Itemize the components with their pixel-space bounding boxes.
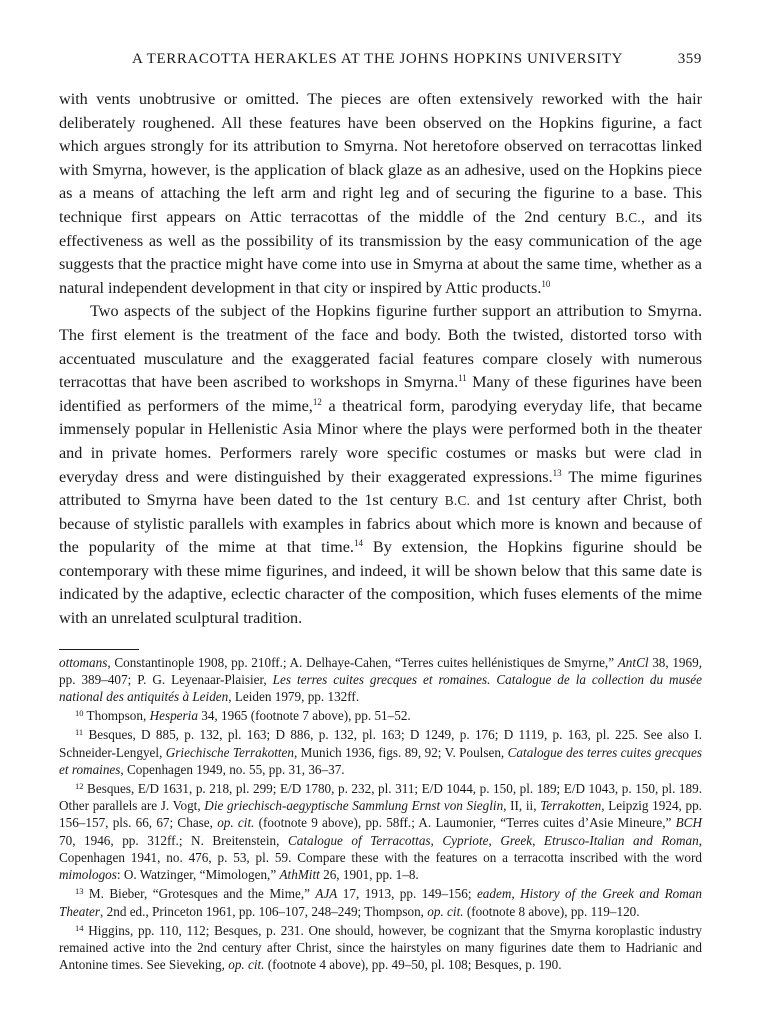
- citation-title: Griechische Terrakotten: [165, 744, 294, 760]
- p2-text-a: Two aspects of the subject of the Hopkins figurine further support an attribution to Smyrna. The first element is the treatment of the face and body. Both the twisted, distorted torso with accentuated musculature and the exaggerated facial features compare closely with numerous terracottas that have been ascribed to workshops in Smyrna.: [59, 302, 702, 392]
- footnote-text: , 2nd ed., Princeton 1961, pp. 106–107, 248–249; Thompson,: [100, 903, 428, 919]
- footnote-text: : O. Watzinger, “Mimologen,”: [116, 867, 280, 883]
- page-number: 359: [677, 51, 702, 67]
- footnote-text: , II, ii,: [503, 798, 541, 814]
- footnote-text: 26, 1901, pp. 1–8.: [319, 867, 419, 883]
- footnote-text: 70, 1946, pp. 312ff.; N. Breitenstein,: [59, 832, 288, 848]
- p2-text-d: The mime figurines attributed to Smyrna have been dated to the 1st century: [59, 467, 702, 510]
- op-cit: op. cit.: [228, 957, 265, 973]
- op-cit: op. cit.: [217, 815, 255, 831]
- citation-title: eadem, History of the Greek and Roman Theater: [59, 886, 702, 919]
- p1-text-b: , and its effectiveness as well as the possibility of its transmission by the easy communication of the age suggests that the practice might have come into use in Smyrna at about the same time, whether as a natural independent development in that city or inspired by Attic products.: [59, 207, 703, 297]
- citation-title: Catalogue des terres cuites grecques et romaines: [59, 744, 702, 777]
- footnote-number: 14: [75, 922, 84, 933]
- footnote-12: [59, 780, 702, 883]
- footnote-text: (footnote 9 above), pp. 58ff.; A. Laumonier, “Terres cuites d’Asie Mineure,”: [254, 815, 676, 831]
- footnote-text: , Leiden 1979, pp. 132ff.: [228, 689, 360, 705]
- footnote-number: 11: [75, 727, 84, 738]
- footnote-text: , Constantinople 1908, pp. 210ff.; A. Delhaye-Cahen, “Terres cuites hellénistiques de Smyrne,”: [107, 654, 618, 670]
- paragraph-2: [59, 300, 702, 630]
- citation-title: ottomans: [59, 654, 108, 670]
- footnote-text: 38, 1969, pp. 389–407; P. G. Leyenaar-Plaisier,: [59, 654, 702, 687]
- running-title: A TERRACOTTA HERAKLES AT THE JOHNS HOPKINS UNIVERSITY: [132, 51, 624, 67]
- footnote-text: Besques, E/D 1631, p. 218, pl. 299; E/D 1780, p. 232, pl. 311; E/D 1044, p. 150, pl. 189; E/D 1043, p. 150, pl. 189. Other parallels are J. Vogt,: [59, 781, 702, 814]
- running-head: [59, 51, 702, 79]
- footnote-text: 17, 1913, pp. 149–156;: [337, 886, 477, 902]
- footnote-text: Besques, D 885, p. 132, pl. 163; D 886, p. 132, pl. 163; D 1249, p. 176; D 1119, p. 163, pl. 225. See also I. Schneider-Lengyel,: [59, 727, 702, 760]
- op-cit: op. cit.: [427, 903, 464, 919]
- footnote-text: , Leipzig 1924, pp. 156–157, pls. 66, 67; Chase,: [59, 798, 702, 831]
- footnote-number: 12: [75, 781, 84, 792]
- footnote-ref-12[interactable]: 12: [312, 396, 322, 407]
- footnote-text: M. Bieber, “Grotesques and the Mime,”: [83, 886, 316, 902]
- footnote-number: 10: [75, 708, 84, 719]
- citation-title: Die griechisch-aegyptische Sammlung Ernst von Sieglin: [204, 798, 504, 814]
- p2-text-b: Many of these figurines have been identified as performers of the mime,: [59, 373, 702, 415]
- footnote-text: (footnote 8 above), pp. 119–120.: [463, 903, 640, 919]
- paragraph-1: [59, 88, 702, 300]
- journal-title: AJA: [315, 886, 338, 902]
- page: [59, 0, 702, 975]
- p2-text-e: and 1st century after Christ, both because of stylistic parallels with examples in fabrics about which more is known and because of the popularity of the mime at that time.: [59, 491, 702, 557]
- footnote-divider: [59, 649, 139, 650]
- p1-text-a: with vents unobtrusive or omitted. The pieces are often extensively reworked with the hair deliberately roughened. All these features have been observed on the Hopkins figurine, a fact which argues strongly for its attribution to Smyrna. Not heretofore observed on terracottas linked with Smyrna, however, is the application of black glaze as an adhesive, used on the Hopkins piece as a means of attaching the left arm and right leg and of securing the figurine to a base. This technique first appears on Attic terracottas of the middle of the 2nd century: [59, 90, 702, 226]
- journal-title: AthMitt: [279, 867, 320, 883]
- footnotes: [59, 654, 702, 974]
- footnote-11: [59, 726, 702, 778]
- body-text: [59, 88, 702, 631]
- citation-title: Catalogue of Terracottas, Cypriote, Greek, Etrusco-Italian and Roman: [287, 832, 699, 848]
- bc-abbrev: B.C.: [615, 209, 642, 225]
- footnote-text: Higgins, pp. 110, 112; Besques, p. 231. One should, however, be cognizant that the Smyrna koroplastic industry remained active into the 2nd century after Christ, since the hairstyles on many figurines date them to Hadrianic and Antonine times. See Sieveking,: [59, 922, 702, 973]
- footnote-number: 13: [75, 886, 84, 897]
- p2-text-f: By extension, the Hopkins figurine should be contemporary with these mime figurines, and indeed, it will be shown below that this same date is indicated by the adaptive, eclectic character of the composition, which fuses elements of the mime with an unrelated sculptural tradition.: [59, 538, 702, 628]
- citation-title: Terrakotten: [540, 798, 602, 814]
- p2-text-c: a theatrical form, parodying everyday life, that became immensely popular in Hellenistic Asia Minor where the plays were performed both in the theater and in private homes. Performers rarely wore specific costumes or masks but were clad in everyday dress and were distinguished by their exaggerated expressions.: [59, 396, 702, 486]
- footnote-14: [59, 922, 702, 974]
- footnote-ref-14[interactable]: 14: [353, 538, 363, 549]
- footnote-continued: [59, 654, 702, 706]
- footnote-ref-13[interactable]: 13: [552, 467, 562, 478]
- journal-title: BCH: [675, 815, 702, 831]
- bc-abbrev: B.C.: [444, 493, 471, 509]
- footnote-text: 34, 1965 (footnote 7 above), pp. 51–52.: [197, 708, 411, 724]
- citation-title: Les terres cuites grecques et romaines. Catalogue de la collection du musée national des antiquités à Leiden: [59, 671, 702, 705]
- footnote-text: , Copenhagen 1949, no. 55, pp. 31, 36–37.: [120, 761, 345, 777]
- footnote-text: Thompson,: [83, 708, 150, 724]
- journal-title: AntCl: [617, 654, 649, 670]
- footnote-text: , Munich 1936, figs. 89, 92; V. Poulsen,: [293, 744, 508, 760]
- journal-title: Hesperia: [149, 708, 198, 724]
- footnote-13: [59, 885, 702, 919]
- footnote-text: , Copenhagen 1941, no. 476, p. 53, pl. 59. Compare these with the features on a terracotta inscribed with the word: [59, 832, 702, 865]
- footnote-text: (footnote 4 above), pp. 49–50, pl. 108; Besques, p. 190.: [264, 957, 562, 973]
- footnote-ref-10[interactable]: 10: [541, 278, 551, 289]
- footnote-10: [59, 707, 702, 724]
- footnote-ref-11[interactable]: 11: [458, 373, 467, 384]
- term: mimologos: [59, 867, 117, 883]
